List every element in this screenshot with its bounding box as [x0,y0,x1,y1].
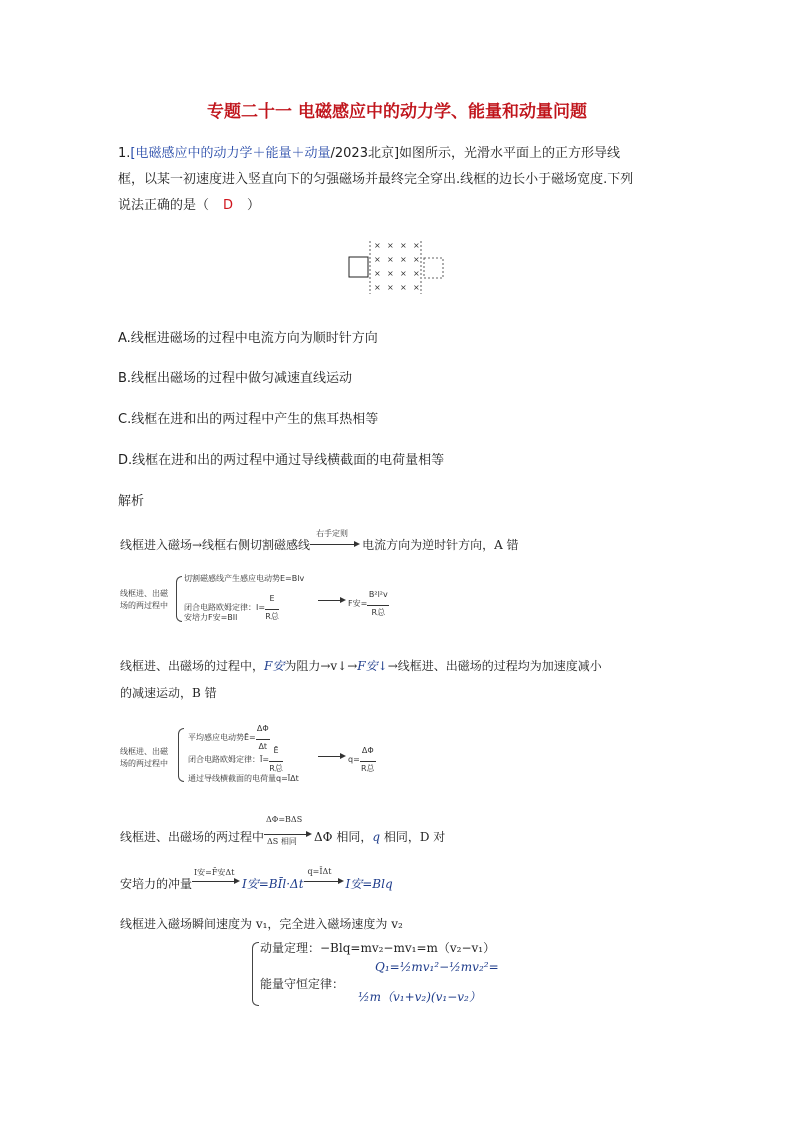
diagram2-label-line2: 场的两过程中 [120,759,168,768]
solution-line-1 [120,529,519,553]
line2-b: 为阻力→v↓→ [284,659,358,673]
field-cross-mark: × [387,283,394,292]
diagram1-arrow-line [318,600,342,601]
diagram1-label-line2: 场的两过程中 [120,601,168,610]
energy-line-2: ½m（v₁+v₂)(v₁−v₂） [358,990,481,1004]
question-stem-line-3 [118,194,260,218]
option-a: A.线框进磁场的过程中电流方向为顺时针方向 [118,331,378,346]
impulse-arrow-2-label: q=ĪΔt [307,867,332,876]
line2-c: F安↓ [357,659,388,673]
diagram2-item-2 [188,746,283,773]
page-title: 专题二十一 电磁感应中的动力学、能量和动量问题 [207,102,587,122]
line1-post: 电流方向为逆时针方向，A 错 [362,538,519,552]
frac-num: E [269,594,275,603]
diagram1-frac-e-r [265,594,279,621]
solution-line-5: 线框进入磁场瞬间速度为 v₁，完全进入磁场速度为 v₂ [120,917,403,931]
diagram1-item-2-text: 闭合电路欧姆定律：I= [184,603,266,612]
field-cross-mark: × [400,241,407,250]
loop-field-figure [340,236,450,296]
stem-close-paren: ） [247,198,261,213]
solution-heading: 解析 [118,494,145,509]
item2-den: R总 [269,764,283,773]
field-cross-mark: × [400,269,407,278]
solution-line-3 [120,815,446,846]
diagram2-result-num: ΔΦ [361,746,374,755]
diagram1-arrow-head [340,597,346,603]
question-stem-line-1 [118,142,620,166]
topic-tag-close: /2023北京] [330,146,400,161]
diagram2-result [348,746,376,773]
energy-label: 能量守恒定律： [260,977,345,991]
arrow-top-label: ΔΦ=BΔS [266,815,303,824]
solution-line-4 [120,867,393,892]
arrow-label-right-hand-rule: 右手定则 [316,529,349,538]
line4-pre: 安培力的冲量 [120,877,193,891]
diagram2-arrow-line [318,756,342,757]
diagram2-item-1-text: 平均感应电动势Ē= [188,733,256,742]
energy-line-1: Q₁=½mv₁²−½mv₂²= [375,960,499,974]
diagram2-item-2-text: 闭合电路欧姆定律：Ī= [188,755,270,764]
field-cross-mark: × [387,241,394,250]
diagram2-label-line1: 线框进、出磁 [120,747,168,756]
frac-den: R总 [265,612,279,621]
field-cross-mark: × [400,255,407,264]
impulse-arrow-1 [192,868,242,888]
diagram2-left-label [120,746,168,770]
field-cross-mark: × [387,255,394,264]
line4-mid: I安=BĪl·Δt [242,877,304,891]
option-d: D.线框在进和出的两过程中通过导线横截面的电荷量相等 [118,453,445,468]
field-cross-mark: × [374,241,381,250]
solution-line-2-cont: 的减速运动，B 错 [120,686,217,700]
diagram2-arrow-head [340,753,346,759]
momentum-theorem: 动量定理：−Blq=mv₂−mv₁=m（v₂−v₁） [260,941,496,955]
field-cross-mark: × [374,283,381,292]
stem-text-3: 说法正确的是（ [118,198,210,213]
diagram1-brace [176,576,182,622]
exit-loop-outline [424,258,443,278]
field-cross-mark: × [413,269,420,278]
arrow-bottom-label: ΔS 相同 [267,837,297,846]
diagram2-item-3: 通过导线横截面的电荷量q=ĪΔt [188,774,299,783]
field-cross-mark: × [387,269,394,278]
result-num: B²l²v [368,590,388,599]
field-cross-mark: × [374,269,381,278]
stem-text-1: 如图所示，光滑水平面上的正方形导线 [399,146,621,161]
diagram1-item-3: 安培力F安=BIl [184,613,238,622]
option-b: B.线框出磁场的过程中做匀减速直线运动 [118,371,353,386]
diagram1-result-frac [367,590,389,617]
diagram2-item2-frac [269,746,283,773]
topic-tag: 电磁感应中的动力学＋能量＋动量 [135,146,331,161]
delta-phi-arrow [264,815,314,846]
option-c: C.线框在进和出的两过程中产生的焦耳热相等 [118,412,379,427]
question-stem-line-2: 框，以某一初速度进入竖直向下的匀强磁场并最终完全穿出.线框的边长小于磁场宽度.下列 [118,172,634,187]
impulse-arrow-1-label: I安=F̄安Δt [194,868,235,877]
field-cross-mark: × [413,241,420,250]
diagram1-result [348,590,389,617]
solution-line-2 [120,657,602,674]
field-cross-mark: × [374,255,381,264]
diagram1-item-1: 切割磁感线产生感应电动势E=Blv [184,574,305,583]
result-pre: F安= [348,599,368,608]
impulse-arrow-2 [304,867,346,888]
system-brace [252,942,259,1006]
item1-num: ΔΦ [256,724,269,733]
square-loop [349,257,368,277]
diagram2-result-frac [360,746,376,773]
line3-post: ΔΦ 相同， [314,830,373,844]
line2-d: →线框进、出磁场的过程均为加速度减小 [387,659,602,673]
item2-num: Ē [273,746,279,755]
question-number: 1. [118,146,131,161]
answer-letter: D [223,198,234,213]
result-den: R总 [371,608,386,617]
line3-q: q [372,830,381,844]
magnetic-field-marks [374,241,420,292]
line1-pre: 线框进入磁场→线框右侧切割磁感线 [120,538,311,552]
line2-f: F安 [264,659,285,673]
line2-a: 线框进、出磁场的过程中， [120,659,265,673]
right-hand-rule-arrow [310,529,362,549]
diagram1-label-line1: 线框进、出磁 [120,589,168,598]
topic-tag-open: [ [130,146,136,161]
line4-end: I安=Blq [345,877,393,891]
field-cross-mark: × [413,283,420,292]
item1-den: Δt [258,742,268,751]
diagram2-result-den: R总 [361,764,375,773]
diagram2-brace [178,728,184,782]
field-cross-mark: × [413,255,420,264]
diagram1-left-label [120,588,168,612]
diagram2-result-pre: q= [348,755,360,764]
line3-pre: 线框进、出磁场的两过程中 [120,830,265,844]
line3-end: 相同，D 对 [380,830,446,844]
field-cross-mark: × [400,283,407,292]
